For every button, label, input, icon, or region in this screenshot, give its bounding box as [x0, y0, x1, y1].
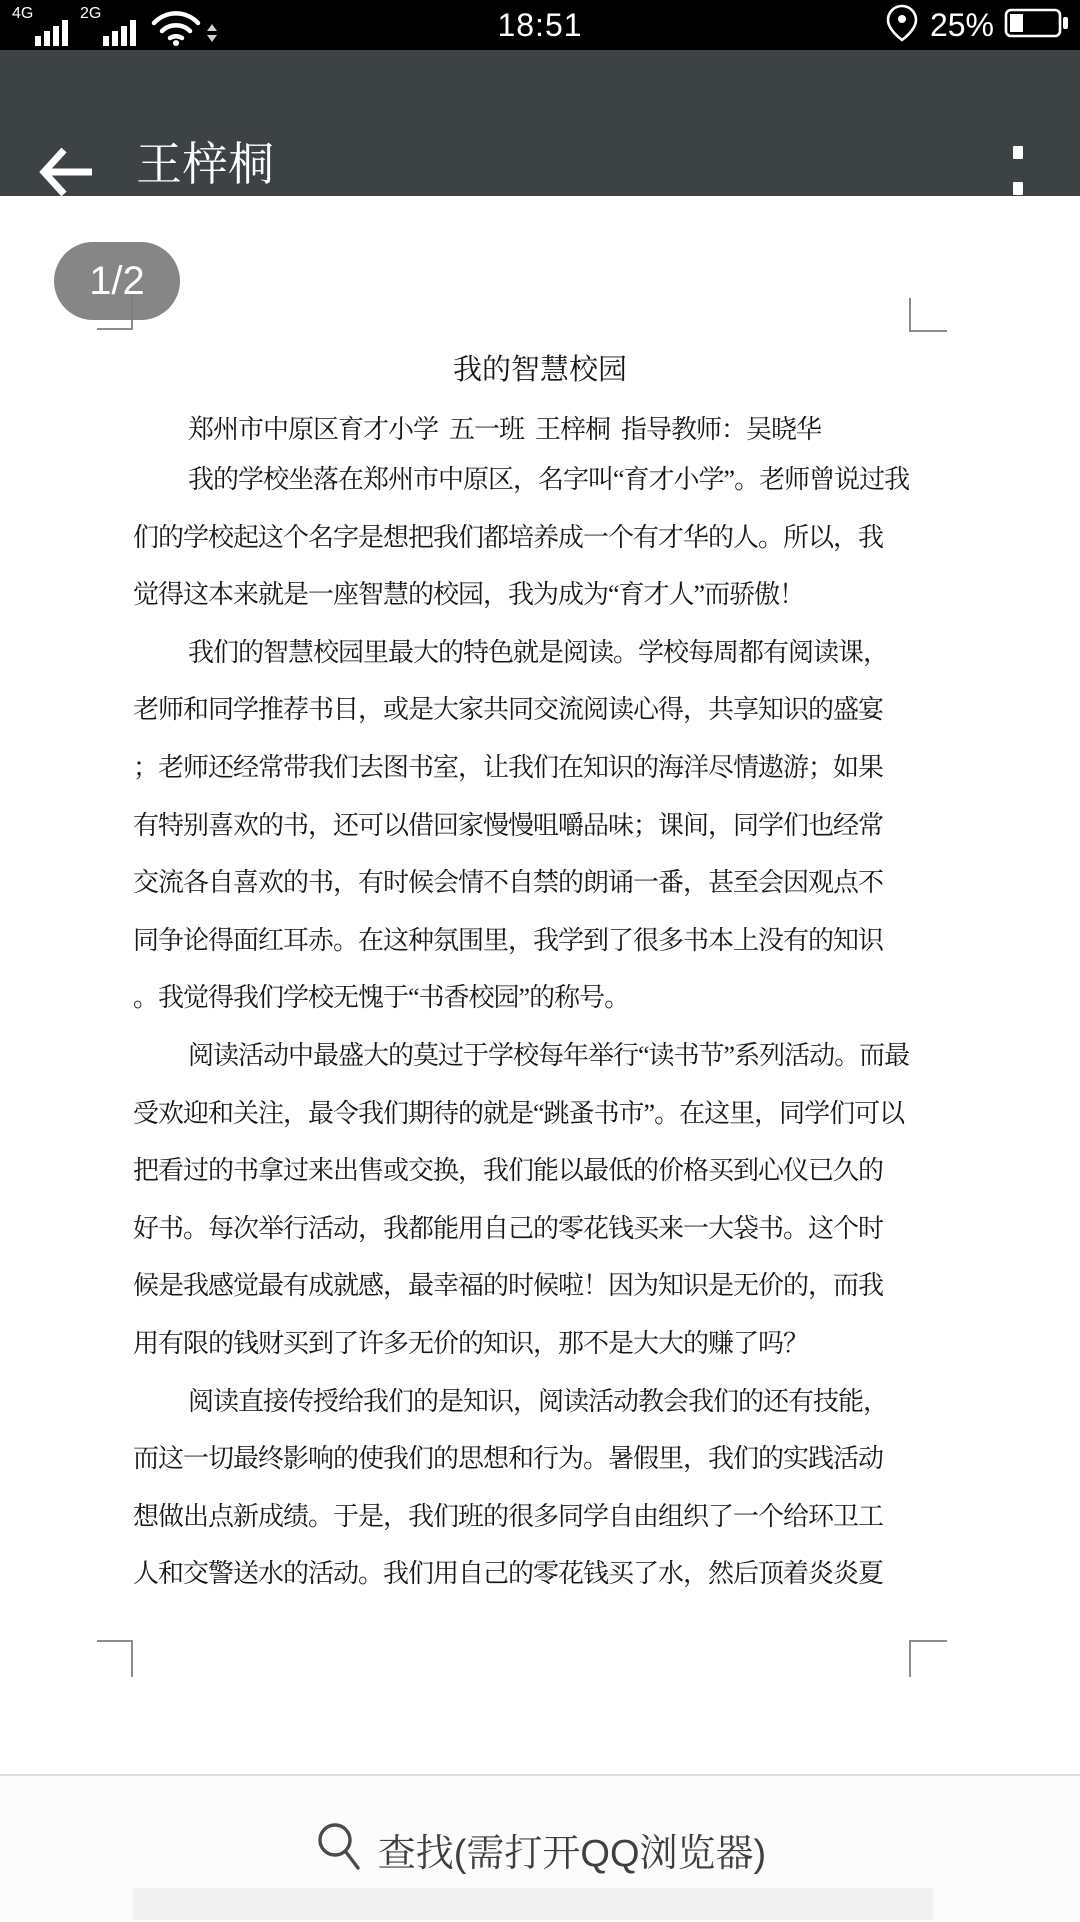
- document-line: 候是我感觉最有成就感，最幸福的时候啦！因为知识是无价的，而我: [133, 1271, 884, 1301]
- page-number-badge: 1/2: [54, 242, 180, 320]
- document-line: 觉得这本来就是一座智慧的校园，我为成为“育才人”而骄傲！: [133, 580, 805, 610]
- document-line: 人和交警送水的活动。我们用自己的零花钱买了水，然后顶着炎炎夏: [133, 1559, 884, 1589]
- document-line: 有特别喜欢的书，还可以借回家慢慢咀嚼品味；课间，同学们也经常: [133, 810, 884, 840]
- network-type-label: 4G: [12, 5, 34, 22]
- magnifier-icon: [314, 1821, 364, 1878]
- document-line: 阅读活动中最盛大的莫过于学校每年举行“读书节”系列活动。而最: [188, 1041, 910, 1070]
- battery-percent-label: 25%: [929, 6, 994, 43]
- document-line: 而这一切最终影响的使我们的思想和行为。暑假里，我们的实践活动: [133, 1444, 884, 1474]
- document-line: 我的学校坐落在郑州市中原区，名字叫“育才小学”。老师曾说过我: [188, 465, 910, 494]
- document-line: 老师和同学推荐书目，或是大家共同交流阅读心得，共享知识的盛宴: [133, 695, 884, 725]
- document-line: 。我觉得我们学校无愧于“书香校园”的称号。: [133, 983, 630, 1013]
- find-label: 查找(需打开QQ浏览器): [377, 1832, 767, 1875]
- document-line: 同争论得面红耳赤。在这种氛围里，我学到了很多书本上没有的知识: [133, 925, 884, 955]
- document-line: 好书。每次举行活动，我都能用自己的零花钱买来一大袋书。这个时: [133, 1213, 884, 1243]
- document-line: 想做出点新成绩。于是，我们班的很多同学自由组织了一个给环卫工: [133, 1501, 884, 1531]
- document-line: 把看过的书拿过来出售或交换，我们能以最低的价格买到心仪已久的: [133, 1156, 884, 1186]
- document-line: 阅读直接传授给我们的是知识，阅读活动教会我们的还有技能，: [188, 1386, 889, 1416]
- document-line: 郑州市中原区育才小学 五一班 王梓桐 指导教师：吴晓华: [188, 415, 822, 444]
- status-clock: 18:51: [497, 6, 583, 43]
- next-page-edge: [133, 1888, 933, 1920]
- document-line: 交流各自喜欢的书，有时候会情不自禁的朗诵一番，甚至会因观点不: [133, 868, 884, 898]
- document-line: 受欢迎和关注，最令我们期待的就是“跳蚤书市”。在这里，同学们可以: [133, 1098, 905, 1128]
- network-type-label: 2G: [80, 5, 102, 22]
- document-line: 我的智慧校园: [452, 354, 627, 386]
- document-line: 用有限的钱财买到了许多无价的知识，那不是大大的赚了吗？: [133, 1329, 809, 1358]
- page-title: 王梓桐: [136, 138, 274, 190]
- document-line: ；老师还经常带我们去图书室，让我们在知识的海洋尽情遨游；如果: [133, 753, 884, 782]
- document-line: 我们的智慧校园里最大的特色就是阅读。学校每周都有阅读课，: [188, 637, 889, 667]
- document-line: 们的学校起这个名字是想把我们都培养成一个有才华的人。所以，我: [133, 522, 884, 552]
